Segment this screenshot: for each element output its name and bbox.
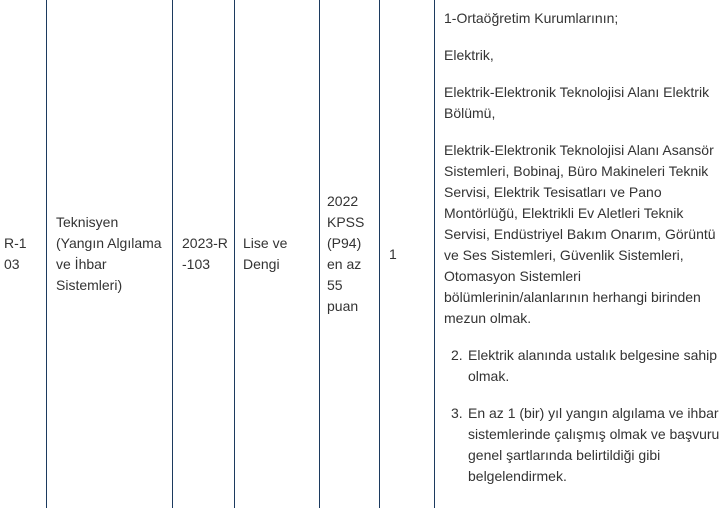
count-text: 1 (389, 245, 397, 262)
title-cell (47, 0, 172, 508)
education-cell (235, 0, 319, 508)
requirements-electric: Elektrik, (444, 47, 494, 63)
list-item-text: Elektrik alanında ustalık belgesine sahip olmak. (468, 347, 718, 384)
position-code-text: 2023-R-103 (182, 235, 228, 272)
list-item-text: En az 1 (bir) yıl yangın algılama ve ihbar sistemlerinde çalışmış olmak ve başvuru genel şartlarında belirtildiği gibi belgelendirmek. (468, 405, 720, 484)
position-code-cell (173, 0, 234, 508)
education-text: Lise ve Dengi (243, 235, 288, 272)
count-cell (380, 0, 434, 508)
list-item-number: 3. (451, 405, 463, 421)
requirements-ee-list: Elektrik-Elektronik Teknolojisi Alanı Asansör Sistemleri, Bobinaj, Büro Makineleri Teknik Servisi, Elektrik Tesisatları ve Pano Montörlüğü, Elektrikli Ev Aletleri Teknik Servisi, Endüstriyel Bakım Onarım, Görüntü ve Ses Sistemleri, Güvenlik Sistemleri, Otomasyon Sistemleri bölümlerinin/alanlarının herhangi birinden mezun olmak. (444, 142, 716, 326)
requirements-intro: 1-Ortaöğretim Kurumlarının; (444, 10, 619, 26)
list-item-number: 2. (451, 347, 463, 363)
requirements-cell (435, 0, 726, 508)
exam-cell (320, 0, 379, 508)
list-item (451, 403, 720, 487)
exam-text: 2022 KPSS (P94) en az 55 puan (327, 193, 365, 314)
code-cell (0, 0, 46, 508)
requirements-ee-department: Elektrik-Elektronik Teknolojisi Alanı Elektrik Bölümü, (444, 84, 710, 121)
list-item (451, 345, 720, 387)
title-text: Teknisyen (Yangın Algılama ve İhbar Sistemleri) (56, 214, 162, 293)
code-text: R-103 (4, 235, 27, 272)
